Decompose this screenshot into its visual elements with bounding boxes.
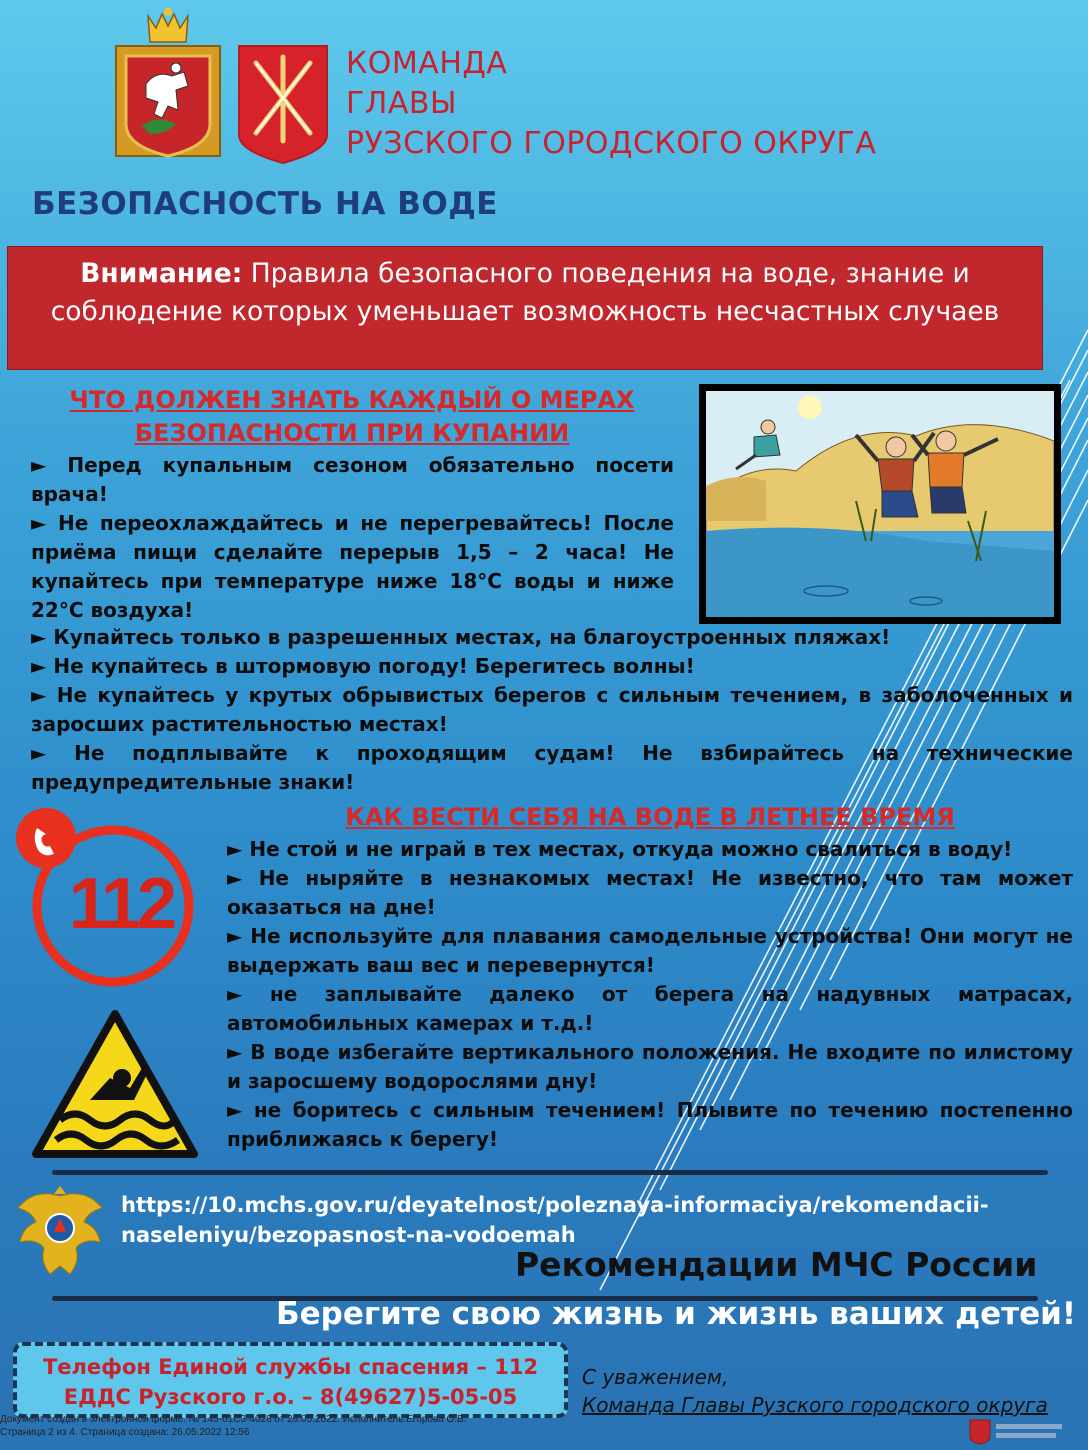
list-item: ► Не купайтесь у крутых обрывистых берегов с сильным течением, в заболоченных и заросших растительностью местах! (31, 683, 1073, 736)
moscow-region-coat-of-arms-icon (106, 6, 230, 164)
phone-line-edds: ЕДДС Рузского г.о. – 8(49627)5-05-05 (63, 1385, 518, 1409)
separator-top (52, 1170, 1048, 1175)
org-title-line2: ГЛАВЫ (346, 86, 457, 121)
mchs-emblem-icon (14, 1178, 106, 1282)
emergency-number: 112 (68, 864, 174, 944)
section2-list (227, 835, 1073, 1154)
list-item: ► В воде избегайте вертикального положения. Не входите по илистому и заросшему водорослями дну! (227, 1040, 1073, 1093)
section1-heading-line2: БЕЗОПАСНОСТИ ПРИ КУПАНИИ (134, 419, 570, 447)
org-title-line1: КОМАНДА (346, 46, 508, 81)
list-item: ► Не купайтесь в штормовую погоду! Берегитесь волны! (31, 654, 695, 678)
list-item: ► Перед купальным сезоном обязательно посети врача! (31, 453, 674, 506)
phone-line-112: Телефон Единой службы спасения – 112 (42, 1355, 539, 1379)
children-jumping-into-water-illustration (699, 384, 1061, 624)
list-item: ► не боритесь с сильным течением! Плывите по течению постепенно приближаясь к берегу! (227, 1098, 1073, 1151)
electronic-stamp-icon (966, 1416, 1066, 1446)
list-item: ► Не переохлаждайтесь и не перегревайтесь! После приёма пищи сделайте перерыв 1,5 – 2 часа! Не купайтесь при температуре ниже 18°С воды и ниже 22°С воздуха! (31, 511, 674, 622)
list-item: ► Не стой и не играй в тех местах, откуда можно свалиться в воду! (227, 837, 1013, 861)
mchs-link-line2[interactable]: naseleniyu/bezopasnost-na-vodoemah (121, 1223, 576, 1247)
page-title: БЕЗОПАСНОСТЬ НА ВОДЕ (32, 186, 498, 222)
list-item: ► Купайтесь только в разрешенных местах, на благоустроенных пляжах! (31, 625, 891, 649)
section1-heading (52, 384, 652, 450)
drowning-warning-icon (30, 1008, 200, 1160)
org-title-line3: РУЗСКОГО ГОРОДСКОГО ОКРУГА (346, 126, 877, 161)
ruza-district-coat-of-arms-icon (236, 43, 330, 165)
list-item: ► Не ныряйте в незнакомых местах! Не известно, что там может оказаться на дне! (227, 866, 1073, 919)
regards-line1: С уважением, (582, 1365, 729, 1389)
mchs-recommendation: Рекомендации МЧС России (515, 1245, 1038, 1284)
emergency-112-icon (10, 808, 200, 990)
meta-line2: Страница 2 из 4. Страница создана: 26.05.2022 12:56 (0, 1427, 250, 1438)
warning-label: Внимание: (80, 258, 243, 289)
org-title (346, 44, 876, 164)
slogan: Берегите свою жизнь и жизнь ваших детей! (276, 1296, 1076, 1332)
warning-text: Правила безопасного поведения на воде, знание и соблюдение которых уменьшает возможность несчастных случаев (50, 258, 1000, 327)
regards (582, 1363, 1048, 1419)
mchs-link-line1[interactable]: https://10.mchs.gov.ru/deyatelnost/poleznaya-informaciya/rekomendacii- (121, 1193, 989, 1217)
list-item: ► не заплывайте далеко от берега на надувных матрасах, автомобильных камерах и т.д.! (227, 982, 1073, 1035)
section1-heading-line1: ЧТО ДОЛЖЕН ЗНАТЬ КАЖДЫЙ О МЕРАХ (69, 386, 635, 414)
regards-line2: Команда Главы Рузского городского округа (582, 1393, 1048, 1417)
section1-list-bottom (31, 623, 1073, 797)
section2-heading: КАК ВЕСТИ СЕБЯ НА ВОДЕ В ЛЕТНЕЕ ВРЕМЯ (345, 803, 955, 831)
mchs-link[interactable] (121, 1190, 1021, 1250)
meta-line1: Документ создан в электронной форме. № 145-01С3-4028 от 26.05.2022. Исполнитель:Егорова О.В. (0, 1414, 467, 1425)
warning-box (7, 246, 1043, 370)
list-item: ► Не подплывайте к проходящим судам! Не взбирайтесь на технические предупредительные знаки! (31, 741, 1073, 794)
document-meta (0, 1413, 466, 1439)
emergency-phones-box (13, 1342, 568, 1418)
list-item: ► Не используйте для плавания самодельные устройства! Они могут не выдержать ваш вес и перевернутся! (227, 924, 1073, 977)
section1-list-top (31, 451, 674, 625)
